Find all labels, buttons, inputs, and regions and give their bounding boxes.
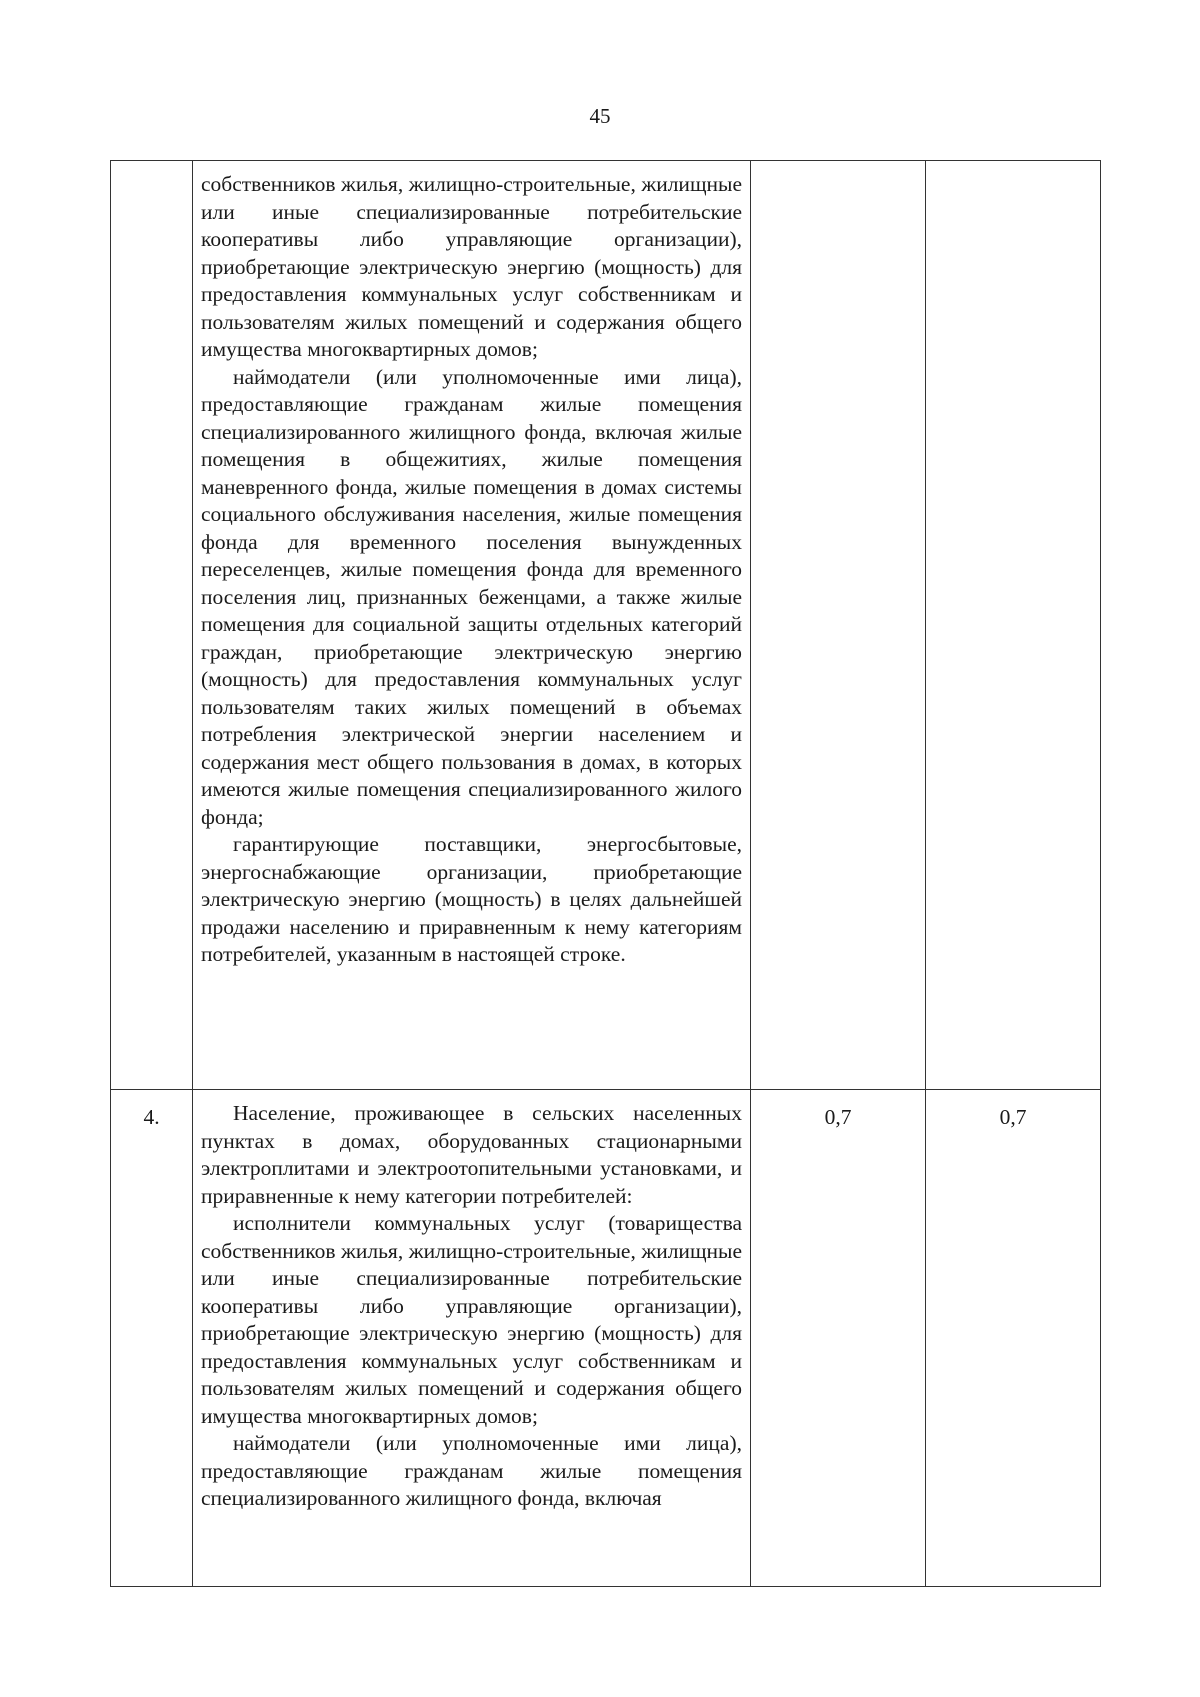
description-paragraph: наймодатели (или уполномоченные ими лица), предоставляющие гражданам жилые помещения специализированного жилищного фонда, включая жилые помещения в общежитиях, жилые помещения маневренного фонда, жилые помещения в домах системы социального обслуживания населения, жилые помещения фонда для временного поселения вынужденных переселенцев, жилые помещения фонда для временного поселения лиц, признанных беженцами, а также жилые помещения для социальной защиты отдельных категорий граждан, приобретающие электрическую энергию (мощность) для предоставления коммунальных услуг пользователям таких жилых помещений в объемах потребления электрической энергии населением и содержания мест общего пользования в домах, в которых имеются жилые помещения специализированного жилого фонда; [201, 364, 742, 829]
value-cell-2: 0,7 [926, 1090, 1101, 1587]
value-cell-2 [926, 161, 1101, 1090]
table-row [111, 1090, 1101, 1587]
table-row [111, 161, 1101, 1090]
description-paragraph: Население, проживающее в сельских населенных пунктах в домах, оборудованных стационарными электроплитами и электроотопительными установками, и приравненные к нему категории потребителей: [201, 1101, 742, 1208]
row-number-cell [111, 161, 193, 1090]
page-number: 45 [589, 104, 611, 128]
value-cell-1: 0,7 [751, 1090, 926, 1587]
row-description-cell [193, 161, 751, 1090]
description-paragraph: наймодатели (или уполномоченные ими лица), предоставляющие гражданам жилые помещения специализированного жилищного фонда, включая [201, 1431, 742, 1510]
description-paragraph: гарантирующие поставщики, энергосбытовые, энергоснабжающие организации, приобретающие электрическую энергию (мощность) в целях дальнейшей продажи населению и приравненным к нему категориям потребителей, указанным в настоящей строке. [201, 832, 742, 966]
description-paragraph: собственников жилья, жилищно-строительные, жилищные или иные специализированные потребительские кооперативы либо управляющие организации), приобретающие электрическую энергию (мощность) для предоставления коммунальных услуг собственникам и пользователям жилых помещений и содержания общего имущества многоквартирных домов; [201, 172, 742, 361]
value-cell-1 [751, 161, 926, 1090]
row-description-cell [193, 1090, 751, 1587]
row-number-cell: 4. [111, 1090, 193, 1587]
tariff-table [110, 160, 1101, 1587]
description-paragraph: исполнители коммунальных услуг (товарищества собственников жилья, жилищно-строительные, жилищные или иные специализированные потребительские кооперативы либо управляющие организации), приобретающие электрическую энергию (мощность) для предоставления коммунальных услуг собственникам и пользователям жилых помещений и содержания общего имущества многоквартирных домов; [201, 1211, 742, 1428]
